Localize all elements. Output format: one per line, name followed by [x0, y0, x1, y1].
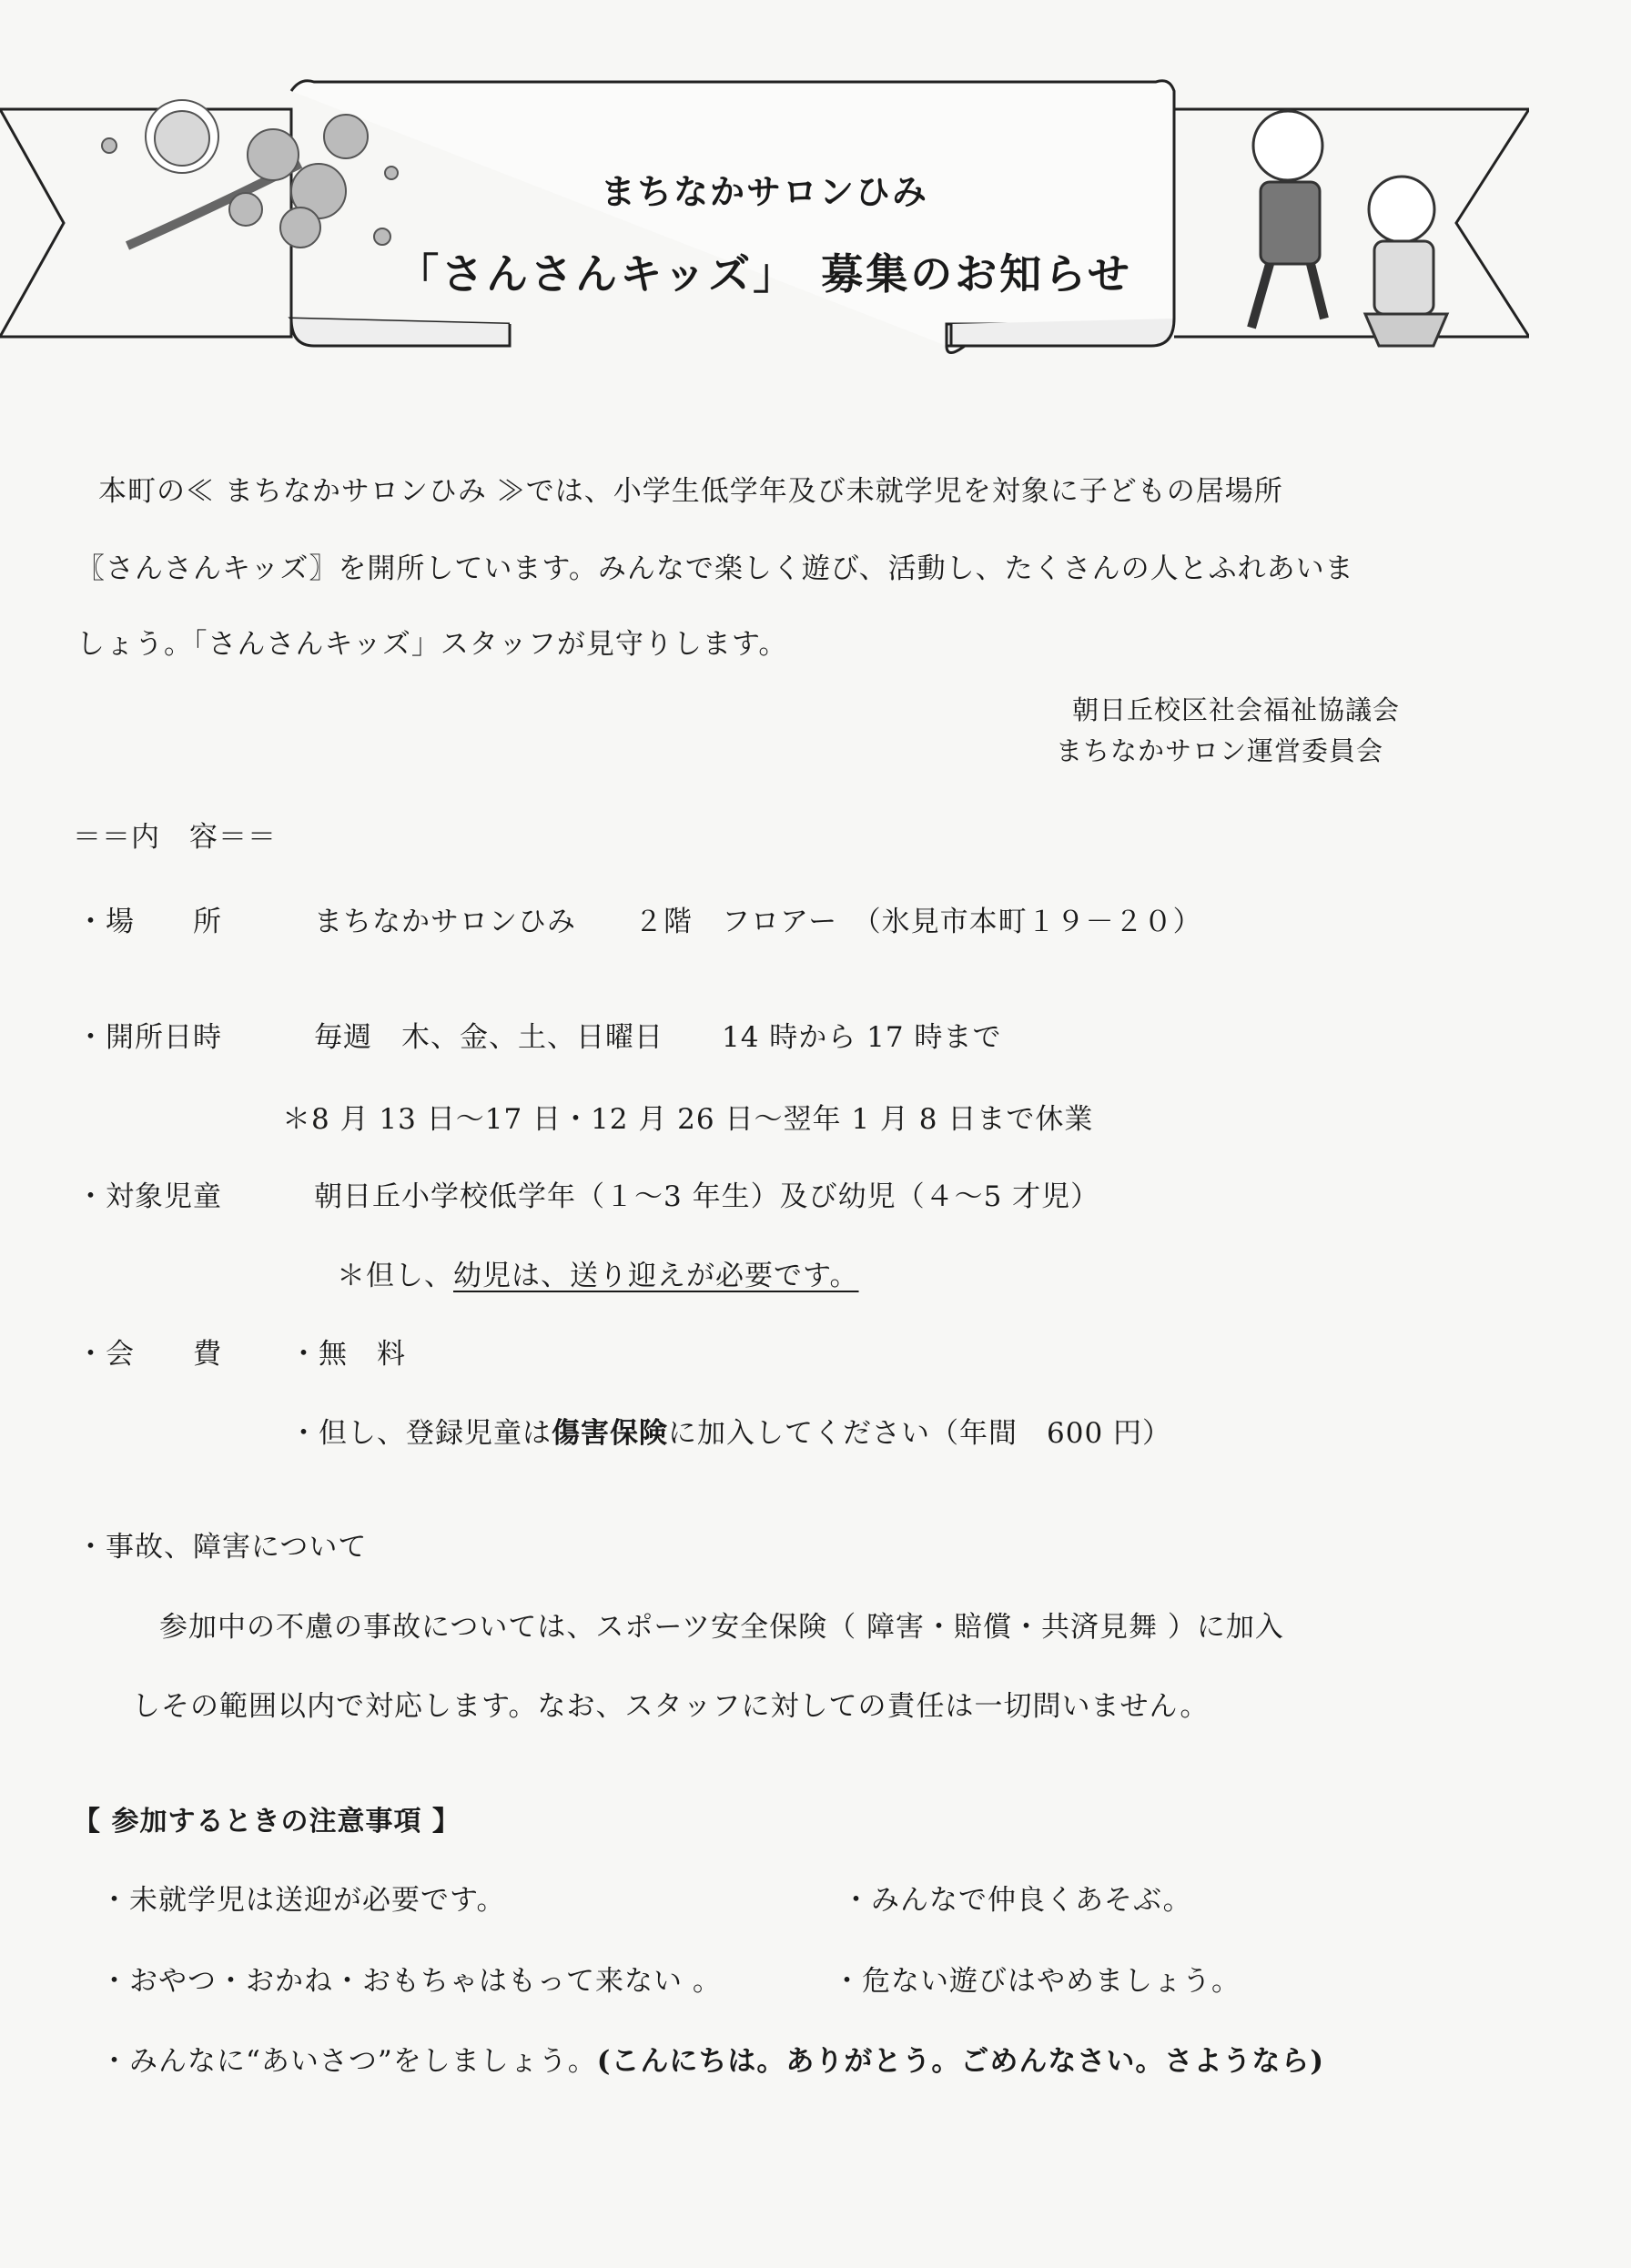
intro-line-1: 本町の≪ まちなかサロンひみ ≫では、小学生低学年及び未就学児を対象に子どもの居場所: [98, 475, 1283, 508]
intro-line-3: しょう。「さんさんキッズ」スタッフが見守りします。: [76, 628, 788, 661]
fee-note-prefix: ・但し、登録児童は: [289, 1417, 552, 1450]
accident-line-2: しその範囲以内で対応します。なお、スタッフに対しての責任は一切問いません。: [132, 1690, 1210, 1723]
fee-note-bold: 傷害保険: [552, 1417, 668, 1450]
hours-note: ＊8 月 13 日～17 日・12 月 26 日～翌年 1 月 8 日まで休業: [282, 1103, 1094, 1136]
rule-item: ・おやつ・おかね・おもちゃはもって来ない 。: [100, 1965, 722, 1998]
rule-greeting-examples: (こんにちは。ありがとう。ごめんなさい。さようなら): [596, 2045, 1325, 2078]
header-banner: [0, 55, 1529, 355]
target-note-prefix: ＊但し、: [337, 1260, 453, 1292]
content-heading: ＝＝内 容＝＝: [73, 821, 277, 854]
page-title: まちなかサロンひみ: [600, 172, 928, 212]
intro-line-2: 〖さんさんキッズ〗を開所しています。みんなで楽しく遊び、活動し、たくさんの人とふれあいま: [76, 552, 1354, 585]
rule-greeting-prefix: ・みんなに“あいさつ”をしましょう。: [100, 2045, 597, 2078]
target-value: 朝日丘小学校低学年（１～3 年生）及び幼児（４～5 才児）: [314, 1180, 1100, 1213]
fee-label: ・会 費: [76, 1338, 222, 1371]
fee-value: ・無 料: [289, 1338, 406, 1371]
page-subtitle: 「さんさんキッズ」 募集のお知らせ: [397, 249, 1132, 299]
target-label: ・対象児童: [76, 1180, 222, 1213]
rule-item: ・未就学児は送迎が必要です。: [100, 1884, 506, 1917]
fee-note-suffix: に加入してください（年間 600 円）: [668, 1417, 1172, 1450]
place-label: ・場 所: [76, 906, 222, 938]
place-value: まちなかサロンひみ ２階 フロアー （氷見市本町１９－２０）: [314, 906, 1202, 938]
ribbon-right-tail: [1174, 109, 1529, 337]
fee-note: [289, 1415, 1171, 1452]
target-note-underlined: 幼児は、送り迎えが必要です。: [453, 1260, 859, 1292]
organizer-line-1: 朝日丘校区社会福祉協議会: [1072, 694, 1401, 725]
accident-heading: ・事故、障害について: [76, 1531, 368, 1564]
target-note: [337, 1258, 859, 1294]
accident-line-1: 参加中の不慮の事故については、スポーツ安全保険（ 障害・賠償・共済見舞 ）に加入: [159, 1611, 1284, 1644]
hours-value: 毎週 木、金、土、日曜日 14 時から 17 時まで: [314, 1021, 1002, 1054]
rule-item: ・みんなで仲良くあそぶ。: [842, 1884, 1192, 1917]
rule-item: ・危ない遊びはやめましょう。: [833, 1965, 1241, 1998]
organizer-line-2: まちなかサロン運営委員会: [1056, 735, 1384, 766]
hours-label: ・開所日時: [76, 1021, 222, 1054]
rule-item-greeting: [100, 2043, 1324, 2080]
children-illustration: [1251, 111, 1447, 346]
rules-heading: 【 参加するときの注意事項 】: [73, 1806, 461, 1838]
